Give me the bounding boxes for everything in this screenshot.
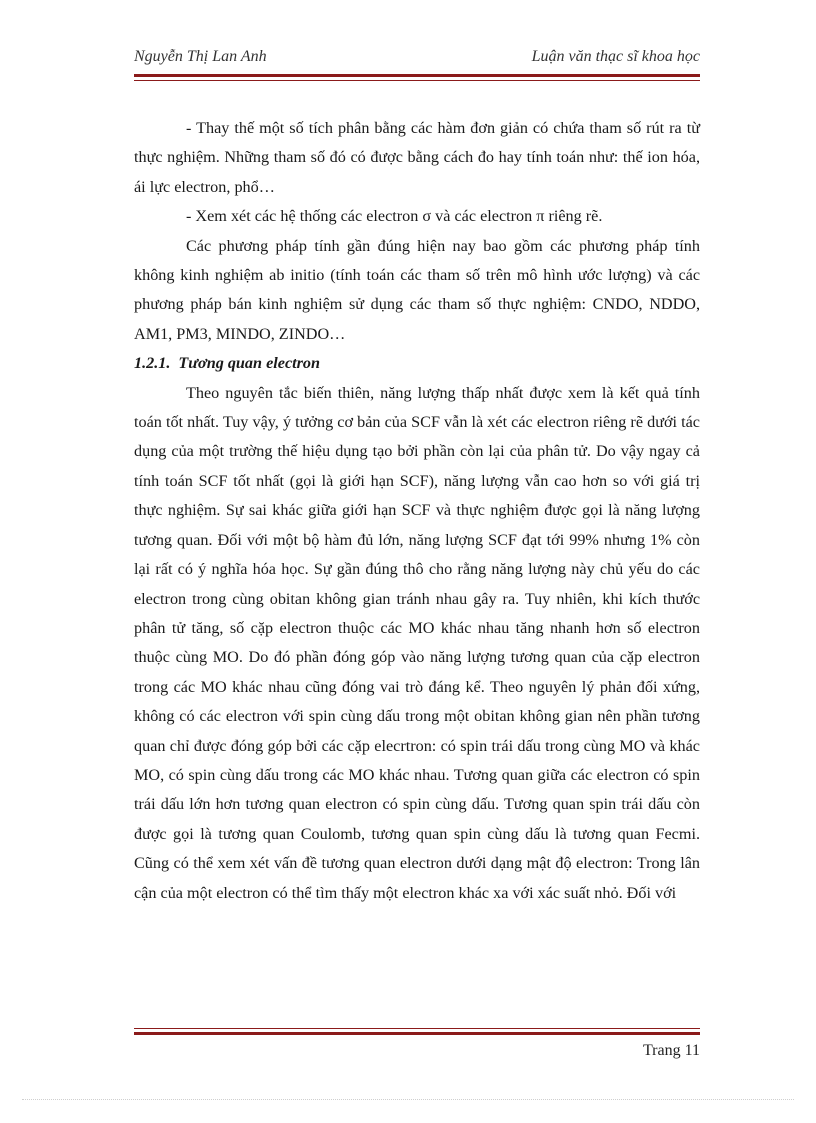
section-title: Tương quan electron xyxy=(178,354,321,373)
page-body xyxy=(134,114,700,908)
page-edge-divider xyxy=(22,1099,794,1100)
paragraph: - Thay thế một số tích phân bằng các hàm đơn giản có chứa tham số rút ra từ thực nghiệm. Những tham số đó có được bằng cách đo hay tính toán như: thế ion hóa, ái lực electron, phổ… xyxy=(134,119,700,196)
header-rule xyxy=(134,74,700,81)
section-number: 1.2.1. xyxy=(134,354,171,373)
paragraph: - Xem xét các hệ thống các electron σ và các electron π riêng rẽ. xyxy=(186,207,603,226)
section-heading xyxy=(134,349,700,378)
footer-rule xyxy=(134,1028,700,1035)
author-name: Nguyễn Thị Lan Anh xyxy=(134,48,267,65)
paragraph: Các phương pháp tính gần đúng hiện nay bao gồm các phương pháp tính không kinh nghiệm ab initio (tính toán các tham số trên mô hình ước lượng) và các phương pháp bán kinh nghiệm sử dụng các tham số thực nghiệm: CNDO, NDDO, AM1, PM3, MINDO, ZINDO… xyxy=(134,236,700,343)
paragraph: Theo nguyên tắc biến thiên, năng lượng thấp nhất được xem là kết quả tính toán tốt nhất. Tuy vậy, ý tưởng cơ bản của SCF vẫn là xét các electron riêng rẽ dưới tác dụng của một trường thế hiệu dụng tạo bởi phần còn lại của phân tử. Do vậy ngay cả tính toán SCF tốt nhất (gọi là giới hạn SCF), năng lượng vẫn cao hơn so với giá trị thực nghiệm. Sự sai khác giữa giới hạn SCF và thực nghiệm được gọi là năng lượng tương quan. Đối với một bộ hàm đủ lớn, năng lượng SCF đạt tới 99% nhưng 1% còn lại rất có ý nghĩa hóa học. Sự gần đúng thô cho rằng năng lượng này chủ yếu do các electron trong cùng obitan không gian tránh nhau gây ra. Tuy nhiên, khi kích thước phân tử tăng, số cặp electron thuộc các MO khác nhau tăng nhanh hơn số electron thuộc cùng MO. Do đó phần đóng góp vào năng lượng tương quan của cặp electron trong các MO khác nhau cũng đóng vai trò đáng kể. Theo nguyên lý phản đối xứng, không có các electron với spin cùng dấu trong một obitan không gian nên phần tương quan chỉ được đóng góp bởi các cặp elecrtron: có spin trái dấu trong cùng MO và khác MO, có spin cùng dấu trong các MO khác nhau. Tương quan giữa các electron có spin trái dấu lớn hơn tương quan electron có spin cùng dấu. Tương quan spin trái dấu còn được gọi là tương quan Coulomb, tương quan spin cùng dấu là tương quan Fecmi. Cũng có thể xem xét vấn đề tương quan electron dưới dạng mật độ electron: Trong lân cận của một electron có thể tìm thấy một electron khác xa với xác suất nhỏ. Đối với xyxy=(134,383,700,902)
page-number: Trang 11 xyxy=(642,1042,700,1059)
thesis-title: Luận văn thạc sĩ khoa học xyxy=(531,48,700,65)
